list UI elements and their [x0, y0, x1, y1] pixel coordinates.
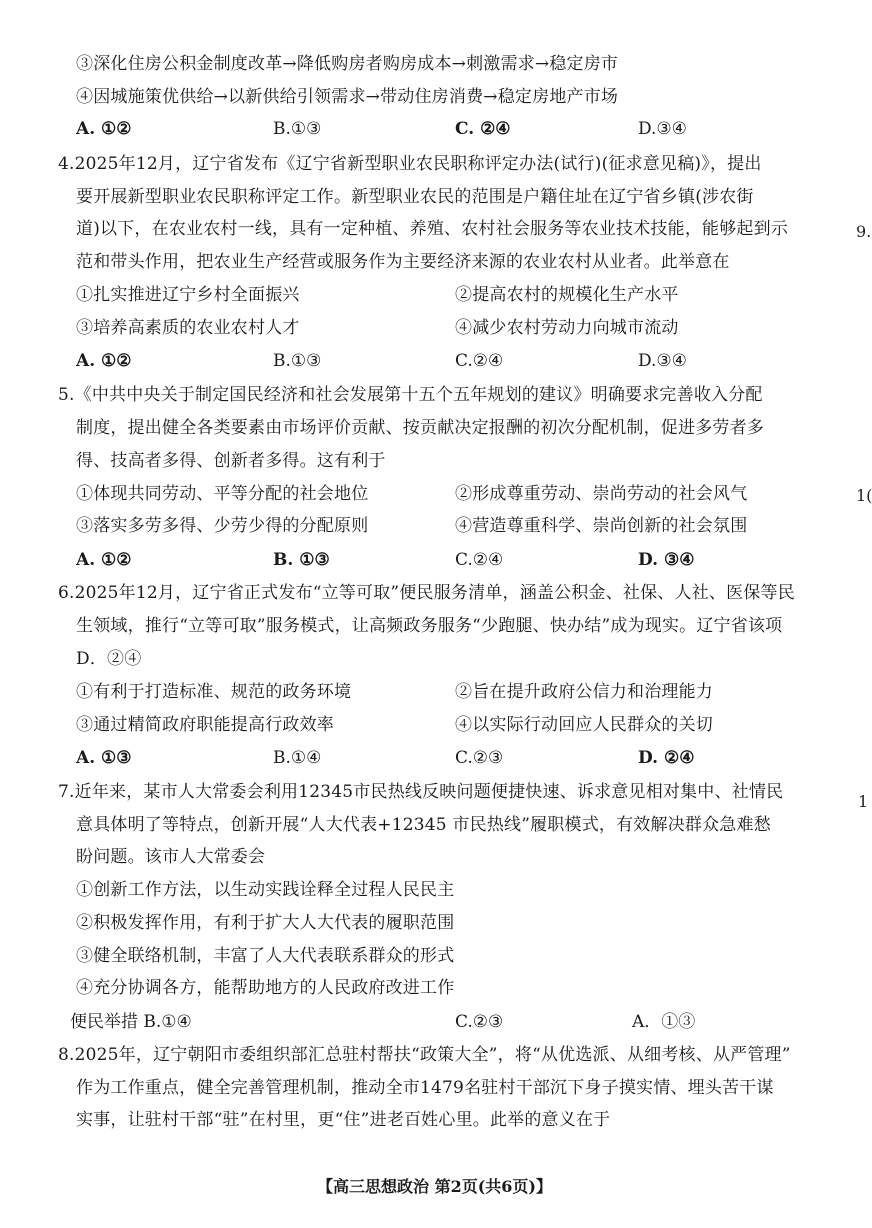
q5-option-d: D. ③④	[638, 550, 695, 570]
q5-item-4: ④营造尊重科学、崇尚创新的社会氛围	[455, 516, 748, 536]
q5-item-3: ③落实多劳多得、少劳少得的分配原则	[76, 516, 369, 536]
q4-option-b: B.①③	[273, 351, 322, 371]
q3-option-c: C. ②④	[455, 119, 511, 139]
q7-stem-line-3: 盼问题。该市人大常委会	[76, 847, 266, 867]
q7-item-2: ②积极发挥作用，有利于扩大人大代表的履职范围	[76, 913, 455, 933]
q7-stem-line-1: 7.近年来，某市人大常委会利用12345市民热线反映问题便捷快速、诉求意见相对集中、社情民	[58, 782, 784, 802]
q5-option-a: A. ①②	[76, 550, 132, 570]
q6-item-4: ④以实际行动回应人民群众的关切	[455, 715, 713, 735]
q7-stem-line-2: 意具体明了等特点，创新开展“人大代表+12345 市民热线”履职模式，有效解决群众急难愁	[76, 815, 771, 835]
edge-mark-1: 1	[858, 792, 869, 811]
q4-item-4: ④减少农村劳动力向城市流动	[455, 318, 679, 338]
q4-item-2: ②提高农村的规模化生产水平	[455, 285, 679, 305]
q8-stem-line-1: 8.2025年，辽宁朝阳市委组织部汇总驻村帮扶“政策大全”，将“从优选派、从细考核、从严管理”	[58, 1045, 791, 1065]
q4-stem-line-3: 道)以下，在农业农村一线，具有一定种植、养殖、农村社会服务等农业技术技能，能够起到示	[76, 219, 789, 239]
q4-stem-line-4: 范和带头作用，把农业生产经营或服务作为主要经济来源的农业农村从业者。此举意在	[76, 252, 730, 272]
q3-item-4: ④因城施策优供给→以新供给引领需求→带动住房消费→稳定房地产市场	[76, 87, 619, 107]
q4-stem-line-1: 4.2025年12月，辽宁省发布《辽宁省新型职业农民职称评定办法(试行)(征求意见稿)》，提出	[58, 154, 762, 174]
q3-option-a: A. ①②	[76, 119, 132, 139]
q4-item-3: ③培养高素质的农业农村人才	[76, 318, 300, 338]
q5-stem-line-1: 5.《中共中央关于制定国民经济和社会发展第十五个五年规划的建议》明确要求完善收入分配	[58, 385, 763, 405]
q5-option-b: B. ①③	[273, 550, 330, 570]
q7-item-3: ③健全联络机制，丰富了人大代表联系群众的形式	[76, 946, 455, 966]
q6-item-1: ①有利于打造标准、规范的政务环境	[76, 682, 352, 702]
q5-stem-line-2: 制度，提出健全各类要素由市场评价贡献、按贡献决定报酬的初次分配机制，促进多劳者多	[76, 418, 764, 438]
q6-stem-line-1: 6.2025年12月，辽宁省正式发布“立等可取”便民服务清单，涵盖公积金、社保、人社、医保等民	[58, 583, 795, 603]
q6-item-3: ③通过精简政府职能提高行政效率	[76, 715, 334, 735]
q4-option-d: D.③④	[638, 351, 687, 371]
edge-mark-10: 1(	[856, 486, 872, 505]
q8-stem-line-3: 实事，让驻村干部“驻”在村里，更“住”进老百姓心里。此举的意义在于	[76, 1110, 611, 1130]
q7-item-1: ①创新工作方法，以生动实践诠释全过程人民民主	[76, 880, 455, 900]
q4-option-a: A. ①②	[76, 351, 132, 371]
q3-option-b: B.①③	[273, 119, 322, 139]
q5-item-1: ①体现共同劳动、平等分配的社会地位	[76, 484, 369, 504]
q6-option-b: B.①④	[273, 748, 322, 768]
q7-options-left: 便民举措 B.①④	[70, 1012, 192, 1032]
q7-options-right: A．①③	[632, 1012, 696, 1032]
q6-option-c: C.②③	[455, 748, 504, 768]
q6-option-d: D. ②④	[638, 748, 695, 768]
q3-option-d: D.③④	[638, 119, 687, 139]
edge-mark-9: 9.	[856, 222, 872, 241]
page-footer: 【高三思想政治 第2页(共6页)】	[317, 1177, 552, 1196]
q7-item-4: ④充分协调各方，能帮助地方的人民政府改进工作	[76, 978, 455, 998]
q4-item-1: ①扎实推进辽宁乡村全面振兴	[76, 285, 300, 305]
q6-item-2: ②旨在提升政府公信力和治理能力	[455, 682, 713, 702]
q5-stem-line-3: 得、技高者多得、创新者多得。这有利于	[76, 451, 386, 471]
q6-stem-line-2: 生领域，推行“立等可取”服务模式，让高频政务服务“少跑腿、快办结”成为现实。辽宁省该项	[76, 616, 783, 636]
q3-item-3: ③深化住房公积金制度改革→降低购房者购房成本→刺激需求→稳定房市	[76, 54, 619, 74]
q6-option-a: A. ①③	[76, 748, 132, 768]
q4-stem-line-2: 要开展新型职业农民职称评定工作。新型职业农民的范围是户籍住址在辽宁省乡镇(涉农街	[76, 187, 754, 207]
q7-options-middle: C.②③	[455, 1012, 504, 1032]
q5-option-c: C.②④	[455, 550, 504, 570]
q6-stem-line-3: D．②④	[76, 649, 142, 669]
q4-option-c: C.②④	[455, 351, 504, 371]
q8-stem-line-2: 作为工作重点，健全完善管理机制，推动全市1479名驻村干部沉下身子摸实情、埋头苦干谋	[76, 1078, 774, 1098]
q5-item-2: ②形成尊重劳动、崇尚劳动的社会风气	[455, 484, 748, 504]
